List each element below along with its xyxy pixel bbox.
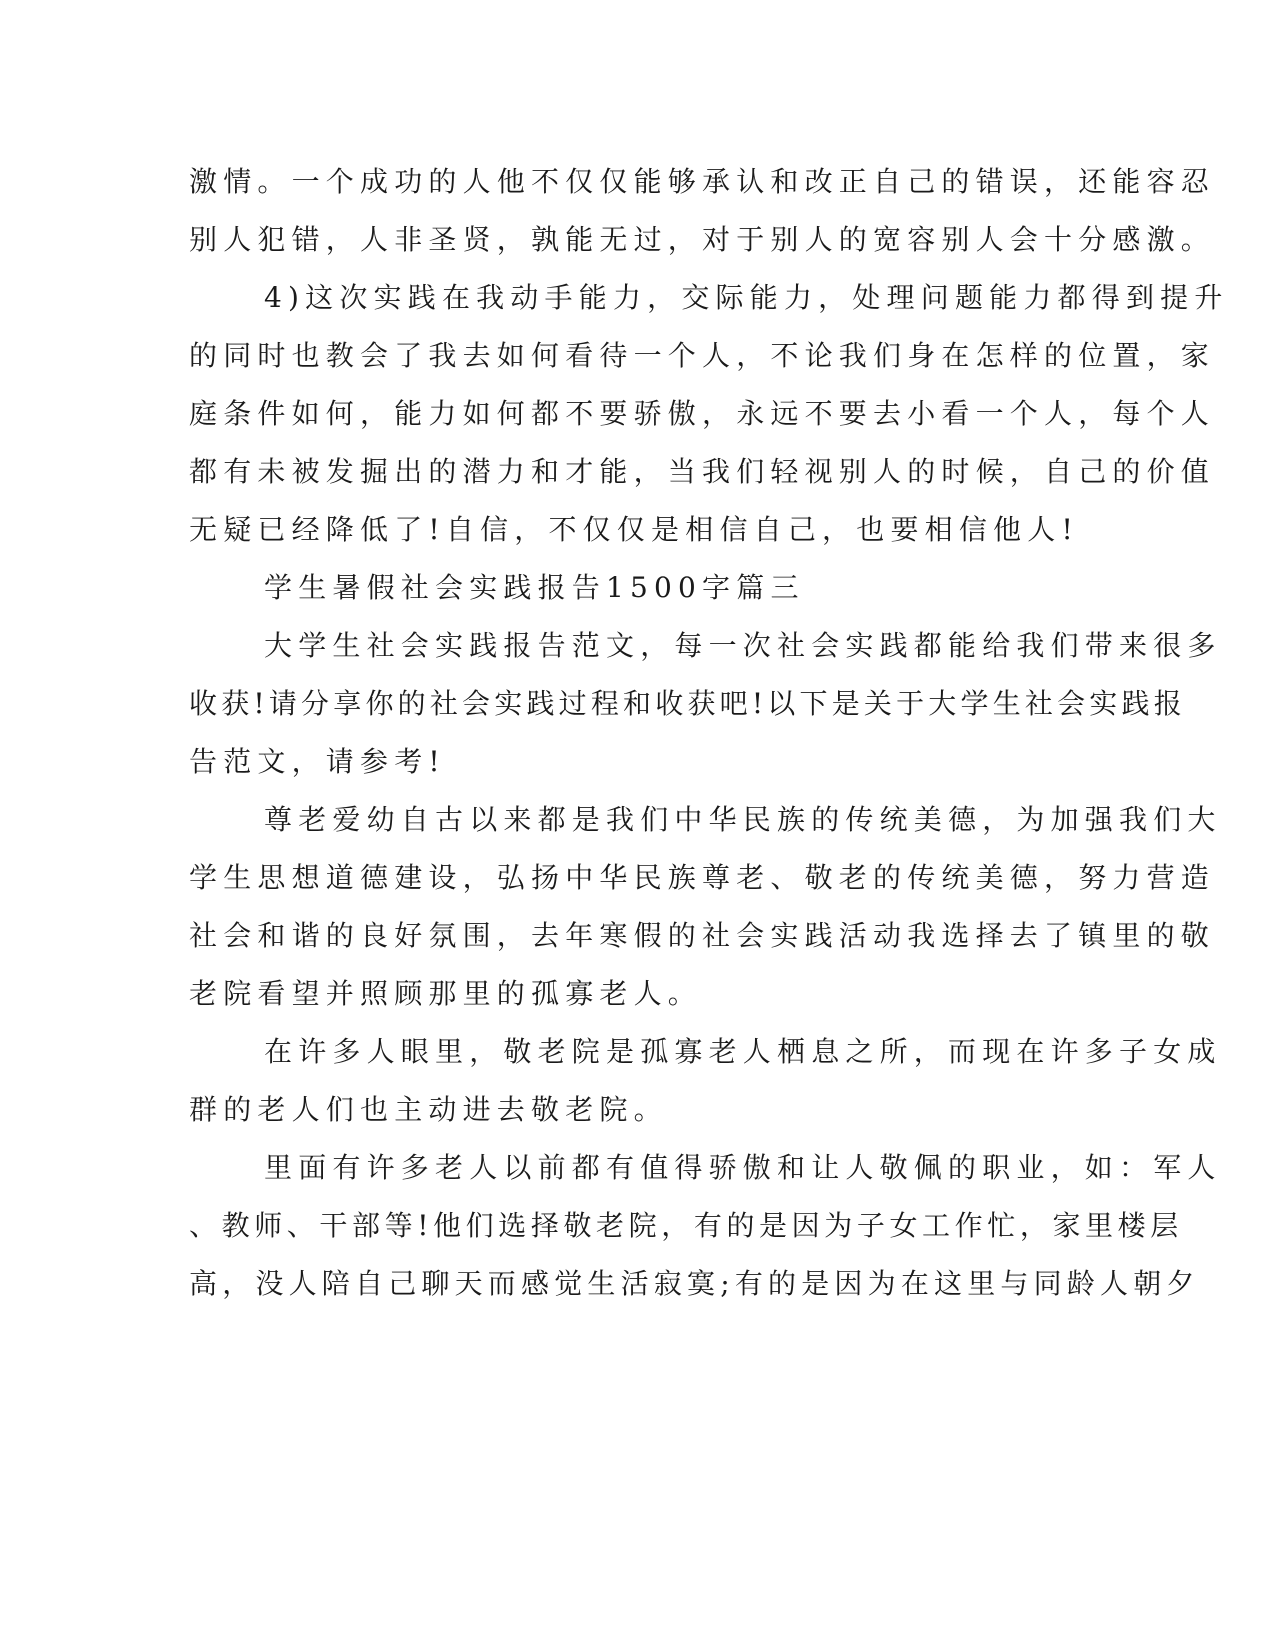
- text-line: 在许多人眼里，敬老院是孤寡老人栖息之所，而现在许多子女成: [264, 1035, 1222, 1068]
- text-line: 别人犯错，人非圣贤，孰能无过，对于别人的宽容别人会十分感激。: [189, 223, 1216, 256]
- text-line: 高，没人陪自己聊天而感觉生活寂寞;有的是因为在这里与同龄人朝夕: [189, 1267, 1200, 1300]
- text-line: 收获!请分享你的社会实践过程和收获吧!以下是关于大学生社会实践报: [189, 687, 1186, 720]
- text-line: 4)这次实践在我动手能力，交际能力，处理问题能力都得到提升: [264, 281, 1229, 314]
- text-line: 大学生社会实践报告范文，每一次社会实践都能给我们带来很多: [264, 629, 1222, 662]
- text-line: 无疑已经降低了!自信，不仅仅是相信自己，也要相信他人!: [189, 513, 1079, 546]
- text-line: 群的老人们也主动进去敬老院。: [189, 1093, 668, 1126]
- text-line: 告范文，请参考!: [189, 745, 446, 778]
- text-line: 尊老爱幼自古以来都是我们中华民族的传统美德，为加强我们大: [264, 803, 1222, 836]
- text-line: 庭条件如何，能力如何都不要骄傲，永远不要去小看一个人，每个人: [189, 397, 1216, 430]
- text-line: 都有未被发掘出的潜力和才能，当我们轻视别人的时候，自己的价值: [189, 455, 1216, 488]
- text-line: 社会和谐的良好氛围，去年寒假的社会实践活动我选择去了镇里的敬: [189, 919, 1216, 952]
- text-line: 的同时也教会了我去如何看待一个人，不论我们身在怎样的位置，家: [189, 339, 1216, 372]
- text-line: 学生思想道德建设，弘扬中华民族尊老、敬老的传统美德，努力营造: [189, 861, 1216, 894]
- section-heading: 学生暑假社会实践报告1500字篇三: [264, 571, 805, 604]
- text-line: 里面有许多老人以前都有值得骄傲和让人敬佩的职业，如：军人: [264, 1151, 1222, 1184]
- text-line: 激情。一个成功的人他不仅仅能够承认和改正自己的错误，还能容忍: [189, 165, 1216, 198]
- text-line: 、教师、干部等!他们选择敬老院，有的是因为子女工作忙，家里楼层: [189, 1209, 1183, 1242]
- text-line: 老院看望并照顾那里的孤寡老人。: [189, 977, 703, 1010]
